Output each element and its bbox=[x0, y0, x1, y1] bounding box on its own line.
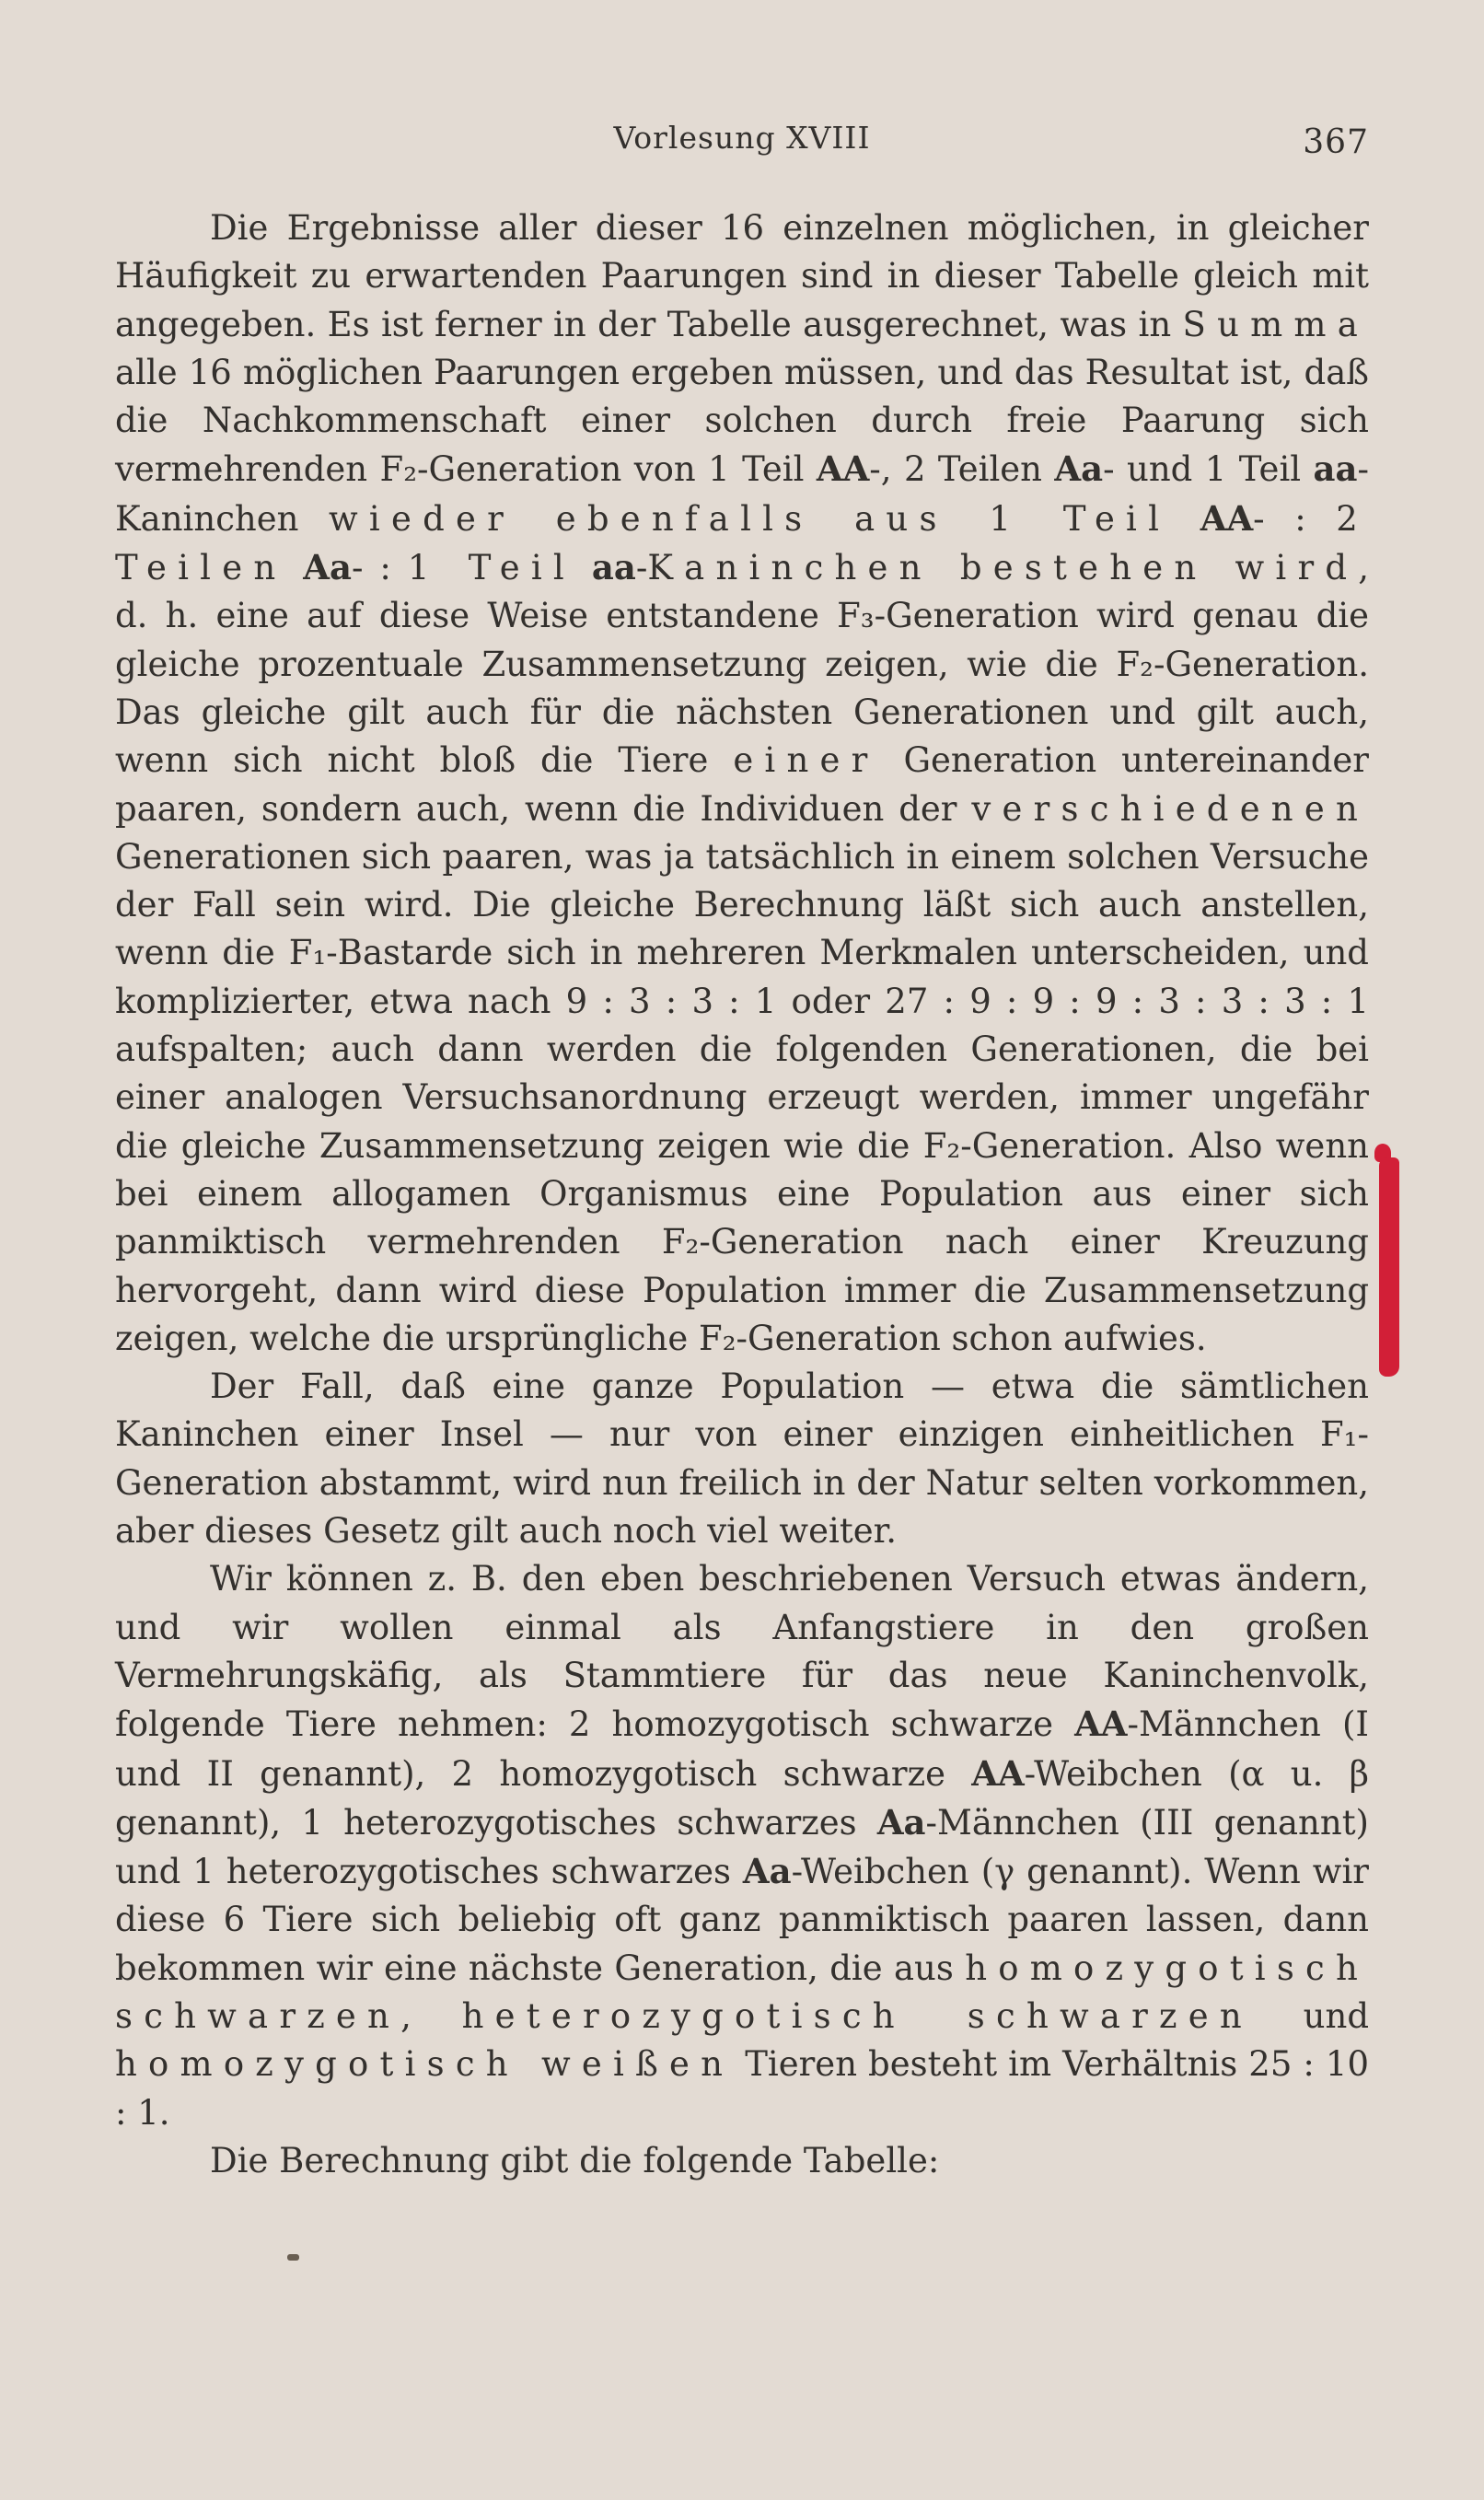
genotype-symbol: Aa bbox=[742, 1851, 792, 1892]
running-head bbox=[115, 120, 1369, 166]
genotype-symbol: Aa bbox=[1054, 448, 1104, 490]
text-run: - : bbox=[1253, 498, 1337, 539]
text-run: Tieren besteht im Verhältnis 25 : 10 : 1. bbox=[115, 2044, 1369, 2133]
text-run: , d. h. eine auf diese Weise entstandene F₃-Generation wird genau die gleiche prozentuale Zusammensetzung zeigen, wie die F₂-Generation. Das gleiche gilt auch für die nächsten Generationen und gilt auch, wenn sich nicht bloß die Tiere bbox=[115, 548, 1370, 781]
ink-speck bbox=[287, 2254, 299, 2261]
text-run: - und 1 Teil bbox=[1103, 449, 1314, 490]
genotype-symbol: Aa bbox=[303, 547, 352, 588]
paragraph-1 bbox=[115, 204, 1369, 1363]
text-run bbox=[286, 548, 303, 587]
text-run: , bbox=[400, 1995, 462, 2036]
text-run: - : bbox=[351, 548, 408, 588]
text-run: -Männchen (I und II genannt), 2 homozygotisch schwarze bbox=[115, 1704, 1369, 1794]
paragraph-4 bbox=[115, 2137, 1369, 2185]
genotype-symbol: aa bbox=[1313, 448, 1358, 490]
genotype-symbol: AA bbox=[1200, 497, 1254, 539]
page-number: 367 bbox=[1303, 123, 1369, 161]
text-run: Die Berechnung gibt die folgende Tabelle: bbox=[210, 2140, 940, 2180]
text-run: - bbox=[635, 548, 648, 588]
paragraph-3 bbox=[115, 1555, 1369, 2137]
text-run: Generationen sich paaren, was ja tatsächlich in einem solchen Versuche der Fall sein wird. Die gleiche Berechnung läßt sich auch anstellen, wenn die F₁-Bastarde sich in mehreren Merkmalen unterscheiden, und komplizierter, etwa nach 9 : 3 : 3 : 1 oder 27 : 9 : 9 : 9 : 3 : 3 : 3 : 1 aufspalten; auch dann werden die folgenden Generationen, die bei einer analogen Versuchsanordnung erzeugt werden, immer ungefähr die gleiche Zusammensetzung zeigen wie die F₂-Generation. Also wenn bei einem allogamen Organismus eine Population aus einer sich panmiktisch vermehrenden F₂-Generation nach einer Kreuzung hervorgeht, dann wird diese Population immer die Zusammensetzung zeigen, welche die ursprüngliche F₂-Generation schon aufwies. bbox=[115, 836, 1369, 1358]
genotype-symbol: Aa bbox=[876, 1801, 926, 1843]
spaced-emphasis: wieder ebenfalls aus 1 Teil bbox=[329, 498, 1171, 539]
text-run bbox=[575, 548, 592, 587]
spaced-emphasis: homozygotisch schwarzen bbox=[115, 1948, 1369, 2036]
spaced-emphasis: Summa bbox=[1182, 304, 1369, 344]
spaced-emphasis: heterozygotisch schwarzen bbox=[461, 1995, 1253, 2036]
spaced-emphasis: homozygotisch weißen bbox=[115, 2044, 735, 2085]
text-run: -Männchen (III genannt) und 1 heterozygotisches schwarzes bbox=[115, 1802, 1369, 1892]
text-run: und bbox=[1252, 1995, 1370, 2036]
spaced-emphasis: einer bbox=[733, 740, 879, 781]
spaced-emphasis: 1 Teil bbox=[407, 548, 575, 588]
genotype-symbol: AA bbox=[971, 1752, 1025, 1794]
genotype-symbol: AA bbox=[816, 448, 870, 490]
text-run: alle 16 möglichen Paarungen ergeben müssen, und das Resultat ist, daß die Nachkommenschaft einer solchen durch freie Paarung sich vermehrenden F₂-Generation von 1 Teil bbox=[115, 352, 1369, 490]
text-run bbox=[1170, 499, 1200, 539]
running-head-title: Vorlesung XVIII bbox=[613, 120, 871, 156]
genotype-symbol: aa bbox=[591, 547, 636, 588]
spaced-emphasis: 2 Teilen bbox=[115, 498, 1370, 588]
spaced-emphasis: verschiedenen bbox=[971, 788, 1369, 829]
spaced-emphasis: Kaninchen bestehen wird bbox=[647, 548, 1359, 588]
text-run: -Weibchen (α u. β genannt), 1 heterozygotisches schwarzes bbox=[115, 1753, 1369, 1843]
paragraph-2 bbox=[115, 1363, 1369, 1555]
text-run: Der Fall, daß eine ganze Population — etwa die sämtlichen Kaninchen einer Insel — nur von einer einzigen einheitlichen F₁-Generation abstammt, wird nun freilich in der Natur selten vorkommen, aber dieses Gesetz gilt auch noch viel weiter. bbox=[115, 1366, 1369, 1552]
text-run: Generation untereinander paaren, sondern auch, wenn die Individuen der bbox=[115, 740, 1369, 829]
genotype-symbol: AA bbox=[1074, 1703, 1128, 1745]
text-run: -Kaninchen bbox=[115, 449, 1369, 539]
red-marker-margin-line bbox=[1379, 1157, 1399, 1377]
text-run: -, 2 Teilen bbox=[869, 449, 1055, 490]
text-run: Wir können z. B. den eben beschriebenen Versuch etwas ändern, und wir wollen einmal als Anfangstiere in den großen Vermehrungskäfig, als Stammtiere für das neue Kaninchenvolk, folgende Tiere nehmen: 2 homozygotisch schwarze bbox=[115, 1559, 1369, 1745]
body-text bbox=[115, 204, 1369, 2185]
text-run: Die Ergebnisse aller dieser 16 einzelnen möglichen, in gleicher Häufigkeit zu erwartenden Paarungen sind in dieser Tabelle gleich mit angegeben. Es ist ferner in der Tabelle ausgerechnet, was in bbox=[115, 208, 1369, 344]
text-run: -Weibchen (γ genannt). Wenn wir diese 6 Tiere sich beliebig oft ganz panmiktisch paaren lassen, dann bekommen wir eine nächste Generation, die aus bbox=[115, 1852, 1369, 1988]
